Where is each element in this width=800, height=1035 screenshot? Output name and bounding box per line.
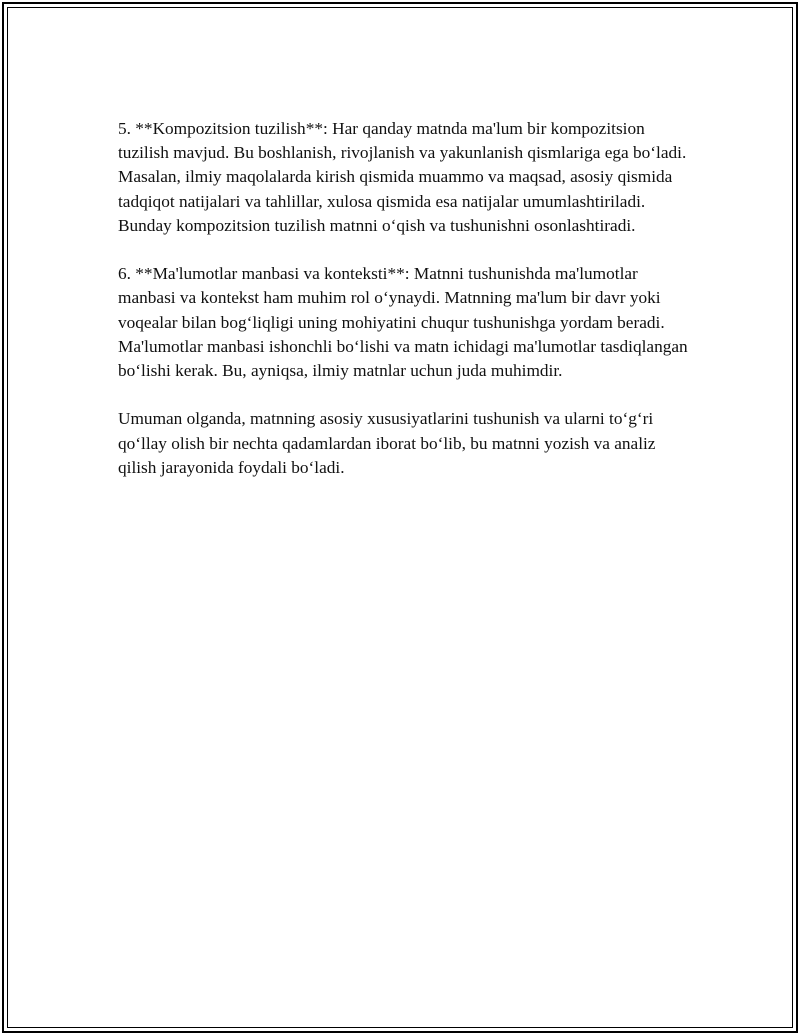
paragraph-kompozitsion-tuzilish: 5. **Kompozitsion tuzilish**: Har qanday matnda ma'lum bir kompozitsion tuzilish mavjud. Bu boshlanish, rivojlanish va yakunlanish qismlariga ega bo‘ladi. Masalan, ilmiy maqolalarda kirish qismida muammo va maqsad, asosiy qismida tadqiqot natijalari va tahlillar, xulosa qismida esa natijalar umumlashtiriladi. Bunday kompozitsion tuzilish matnni o‘qish va tushunishni osonlashtiradi.	[118, 119, 687, 235]
paragraph-malumotlar-manbasi: 6. **Ma'lumotlar manbasi va konteksti**: Matnni tushunishda ma'lumotlar manbasi va kontekst ham muhim rol o‘ynaydi. Matnning ma'lum bir davr yoki voqealar bilan bog‘liqligi uning mohiyatini chuqur tushunishga yordam beradi. Ma'lumotlar manbasi ishonchli bo‘lishi va matn ichidagi ma'lumotlar tasdiqlangan bo‘lishi kerak. Bu, ayniqsa, ilmiy matnlar uchun juda muhimdir.	[118, 264, 688, 381]
document-body	[118, 117, 688, 504]
paragraph-conclusion: Umuman olganda, matnning asosiy xususiyatlarini tushunish va ularni to‘g‘ri qo‘llay olish bir nechta qadamlardan iborat bo‘lib, bu matnni yozish va analiz qilish jarayonida foydali bo‘ladi.	[118, 409, 656, 477]
